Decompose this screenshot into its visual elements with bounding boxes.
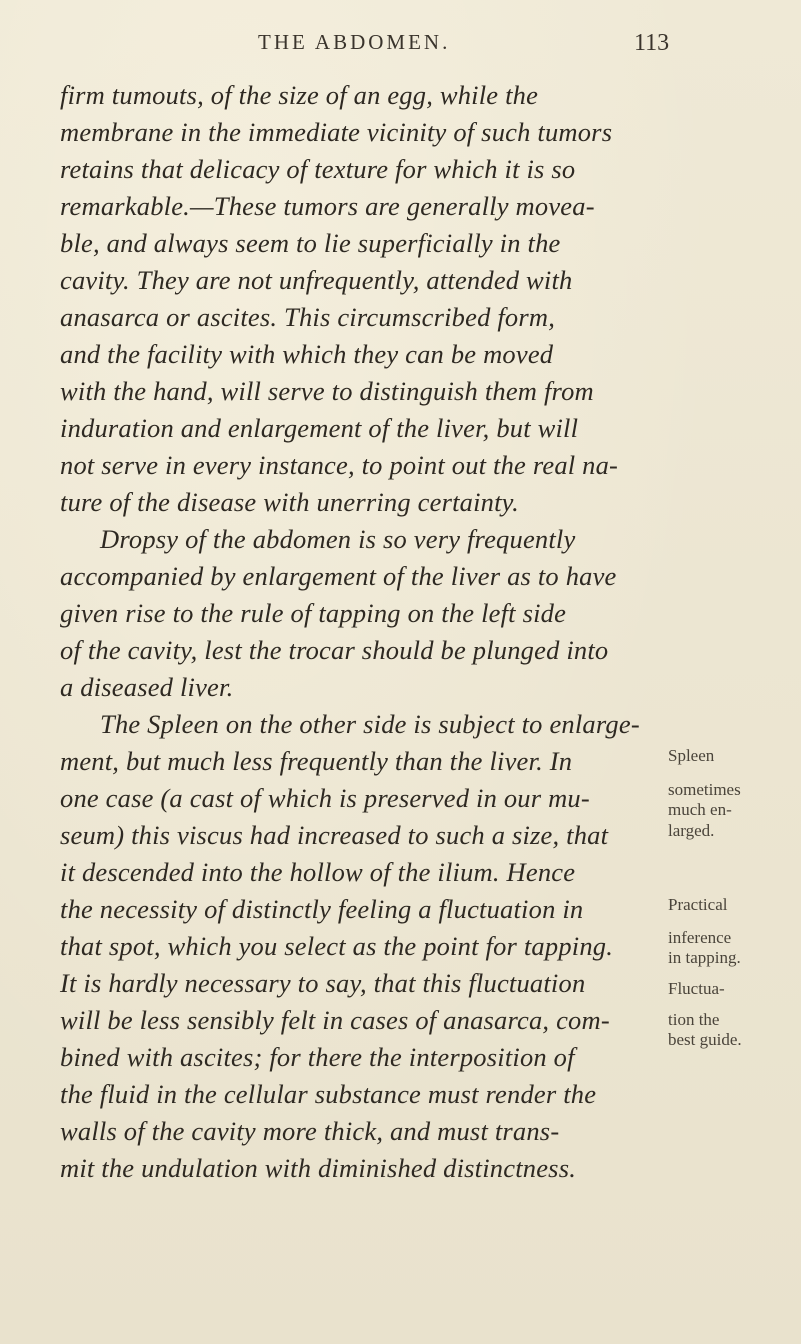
text-line: the fluid in the cellular substance must render the xyxy=(60,1079,597,1109)
text-line: firm tumouts, of the size of an egg, while the xyxy=(60,80,539,110)
running-head xyxy=(0,30,801,64)
margin-note: Spleen xyxy=(668,746,715,765)
text-line: ture of the disease with unerring certainty. xyxy=(60,487,520,517)
text-line: walls of the cavity more thick, and must trans- xyxy=(60,1116,560,1146)
text-line: will be less sensibly felt in cases of anasarca, com- xyxy=(60,1005,610,1035)
text-line: Dropsy of the abdomen is so very frequently xyxy=(100,524,576,554)
text-line: the necessity of distinctly feeling a fluctuation in xyxy=(60,894,584,924)
margin-note: Fluctua- xyxy=(668,979,725,998)
text-line: cavity. They are not unfrequently, attended with xyxy=(60,265,573,295)
margin-note: inference xyxy=(668,928,732,947)
margin-note: larged. xyxy=(668,821,715,840)
text-line: retains that delicacy of texture for which it is so xyxy=(60,154,576,184)
text-line: given rise to the rule of tapping on the left side xyxy=(60,598,567,628)
text-line: that spot, which you select as the point for tapping. xyxy=(60,931,614,961)
text-line: induration and enlargement of the liver, but will xyxy=(60,413,579,443)
text-line: The Spleen on the other side is subject to enlarge- xyxy=(100,709,640,739)
text-line: ment, but much less frequently than the liver. In xyxy=(60,746,573,776)
margin-note: Practical xyxy=(668,895,728,914)
text-line: it descended into the hollow of the ilium. Hence xyxy=(60,857,576,887)
margin-note: tion the xyxy=(668,1010,720,1029)
running-title: THE ABDOMEN. xyxy=(258,30,451,54)
text-line: bined with ascites; for there the interposition of xyxy=(60,1042,575,1072)
text-line: and the facility with which they can be moved xyxy=(60,339,554,369)
text-line: of the cavity, lest the trocar should be plunged into xyxy=(60,635,609,665)
text-line: remarkable.—These tumors are generally movea- xyxy=(60,191,595,221)
text-line: seum) this viscus had increased to such a size, that xyxy=(60,820,609,850)
margin-note: best guide. xyxy=(668,1030,742,1049)
text-line: membrane in the immediate vicinity of such tumors xyxy=(60,117,613,147)
text-line: anasarca or ascites. This circumscribed form, xyxy=(60,302,556,332)
margin-note: much en- xyxy=(668,800,732,819)
text-line: accompanied by enlargement of the liver as to have xyxy=(60,561,617,591)
page-number: 113 xyxy=(634,30,670,56)
text-line: with the hand, will serve to distinguish them from xyxy=(60,376,594,406)
margin-note: sometimes xyxy=(668,780,741,799)
text-line: not serve in every instance, to point out the real na- xyxy=(60,450,619,480)
text-line: mit the undulation with diminished distinctness. xyxy=(60,1153,577,1183)
margin-note: in tapping. xyxy=(668,948,741,967)
text-line: ble, and always seem to lie superficially in the xyxy=(60,228,561,258)
text-line: It is hardly necessary to say, that this fluctuation xyxy=(60,968,586,998)
text-line: a diseased liver. xyxy=(60,672,234,702)
text-line: one case (a cast of which is preserved in our mu- xyxy=(60,783,590,813)
